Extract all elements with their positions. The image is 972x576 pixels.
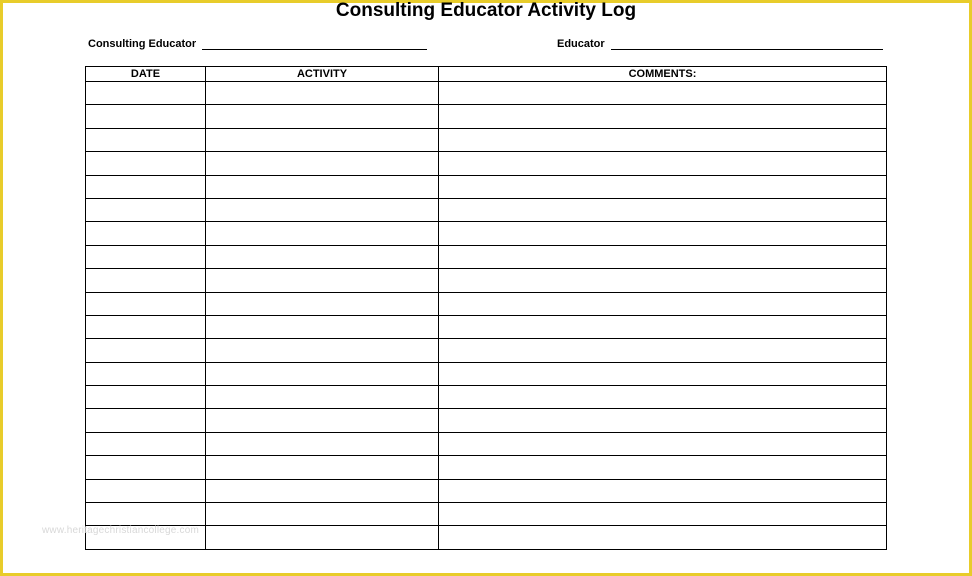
activity-cell[interactable] bbox=[206, 479, 439, 502]
activity-cell[interactable] bbox=[206, 386, 439, 409]
comments-cell[interactable] bbox=[439, 105, 887, 128]
consulting-educator-label: Consulting Educator bbox=[88, 38, 197, 50]
table-row bbox=[86, 245, 887, 268]
date-cell[interactable] bbox=[86, 222, 206, 245]
activity-cell[interactable] bbox=[206, 339, 439, 362]
educator-label: Educator bbox=[557, 38, 605, 50]
date-cell[interactable] bbox=[86, 339, 206, 362]
table-row bbox=[86, 362, 887, 385]
comments-cell[interactable] bbox=[439, 432, 887, 455]
activity-cell[interactable] bbox=[206, 269, 439, 292]
activity-cell[interactable] bbox=[206, 456, 439, 479]
comments-cell[interactable] bbox=[439, 456, 887, 479]
table-row bbox=[86, 409, 887, 432]
activity-cell[interactable] bbox=[206, 128, 439, 151]
table-body bbox=[86, 82, 887, 550]
comments-cell[interactable] bbox=[439, 479, 887, 502]
page-title: Consulting Educator Activity Log bbox=[335, 0, 637, 21]
activity-cell[interactable] bbox=[206, 503, 439, 526]
comments-cell[interactable] bbox=[439, 503, 887, 526]
date-cell[interactable] bbox=[86, 198, 206, 221]
comments-cell[interactable] bbox=[439, 386, 887, 409]
table-row bbox=[86, 315, 887, 338]
activity-cell[interactable] bbox=[206, 432, 439, 455]
table-row bbox=[86, 526, 887, 549]
date-cell[interactable] bbox=[86, 362, 206, 385]
comments-cell[interactable] bbox=[439, 82, 887, 105]
table-row bbox=[86, 82, 887, 105]
table-row bbox=[86, 432, 887, 455]
date-cell[interactable] bbox=[86, 456, 206, 479]
date-cell[interactable] bbox=[86, 432, 206, 455]
activity-log-table bbox=[85, 66, 887, 550]
comments-cell[interactable] bbox=[439, 269, 887, 292]
comments-cell[interactable] bbox=[439, 222, 887, 245]
date-cell[interactable] bbox=[86, 175, 206, 198]
date-cell[interactable] bbox=[86, 315, 206, 338]
date-cell[interactable] bbox=[86, 269, 206, 292]
date-cell[interactable] bbox=[86, 503, 206, 526]
comments-cell[interactable] bbox=[439, 409, 887, 432]
activity-cell[interactable] bbox=[206, 82, 439, 105]
comments-column-header: COMMENTS: bbox=[439, 67, 887, 82]
activity-cell[interactable] bbox=[206, 175, 439, 198]
comments-cell[interactable] bbox=[439, 292, 887, 315]
comments-cell[interactable] bbox=[439, 339, 887, 362]
activity-cell[interactable] bbox=[206, 292, 439, 315]
date-cell[interactable] bbox=[86, 386, 206, 409]
table-row bbox=[86, 222, 887, 245]
comments-cell[interactable] bbox=[439, 315, 887, 338]
activity-cell[interactable] bbox=[206, 152, 439, 175]
table-row bbox=[86, 198, 887, 221]
comments-cell[interactable] bbox=[439, 128, 887, 151]
consulting-educator-blank-line[interactable] bbox=[202, 37, 427, 50]
date-cell[interactable] bbox=[86, 479, 206, 502]
table-row bbox=[86, 105, 887, 128]
date-cell[interactable] bbox=[86, 152, 206, 175]
table-row bbox=[86, 152, 887, 175]
date-cell[interactable] bbox=[86, 292, 206, 315]
table-row bbox=[86, 269, 887, 292]
date-cell[interactable] bbox=[86, 105, 206, 128]
educator-field bbox=[557, 37, 883, 50]
table-row bbox=[86, 479, 887, 502]
table-row bbox=[86, 503, 887, 526]
activity-cell[interactable] bbox=[206, 245, 439, 268]
comments-cell[interactable] bbox=[439, 152, 887, 175]
comments-cell[interactable] bbox=[439, 198, 887, 221]
date-cell[interactable] bbox=[86, 409, 206, 432]
date-column-header: DATE bbox=[86, 67, 206, 82]
table-row bbox=[86, 128, 887, 151]
educator-blank-line[interactable] bbox=[611, 37, 883, 50]
comments-cell[interactable] bbox=[439, 175, 887, 198]
date-cell[interactable] bbox=[86, 245, 206, 268]
activity-cell[interactable] bbox=[206, 222, 439, 245]
table-row bbox=[86, 339, 887, 362]
table-row bbox=[86, 292, 887, 315]
comments-cell[interactable] bbox=[439, 526, 887, 549]
activity-cell[interactable] bbox=[206, 315, 439, 338]
date-cell[interactable] bbox=[86, 128, 206, 151]
table-row bbox=[86, 175, 887, 198]
table-row bbox=[86, 386, 887, 409]
activity-cell[interactable] bbox=[206, 526, 439, 549]
table-header-row bbox=[86, 67, 887, 82]
consulting-educator-field bbox=[88, 37, 427, 50]
date-cell[interactable] bbox=[86, 82, 206, 105]
activity-column-header: ACTIVITY bbox=[206, 67, 439, 82]
watermark-text: www.heritagechristiancollege.com bbox=[42, 525, 200, 536]
activity-cell[interactable] bbox=[206, 198, 439, 221]
table-row bbox=[86, 456, 887, 479]
activity-cell[interactable] bbox=[206, 362, 439, 385]
comments-cell[interactable] bbox=[439, 245, 887, 268]
activity-cell[interactable] bbox=[206, 409, 439, 432]
comments-cell[interactable] bbox=[439, 362, 887, 385]
activity-cell[interactable] bbox=[206, 105, 439, 128]
